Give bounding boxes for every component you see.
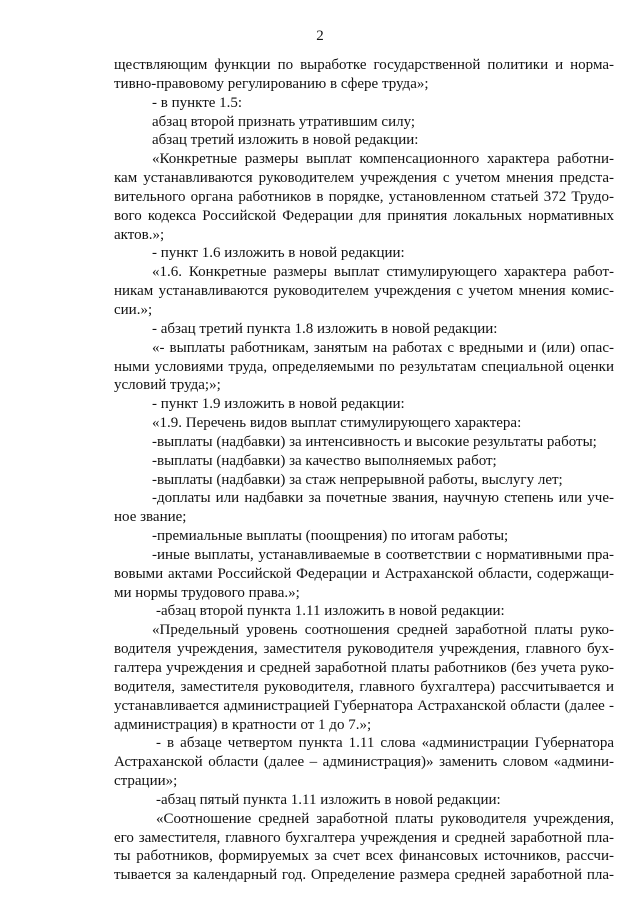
text-line: ществляющим функции по выработке государственной политики и норма- (114, 57, 614, 73)
text-line: никам устанавливаются руководителем учреждения с учетом мнения комис- (114, 283, 614, 300)
text-line: страции»; (114, 773, 178, 790)
text-line: вого кодекса Российской Федерации для принятия локальных нормативных (114, 207, 614, 224)
text-line: «Предельный уровень соотношения средней заработной платы руко- (152, 622, 614, 639)
text-line: устанавливается администрацией Губернатора Астраханской области (далее - (114, 697, 614, 714)
document-body (114, 56, 614, 885)
text-line: -выплаты (надбавки) за интенсивность и высокие результаты работы; (152, 433, 597, 450)
page-number: 2 (316, 28, 324, 44)
text-line: «Соотношение средней заработной платы руководителя учреждения, (156, 810, 614, 827)
text-line: -доплаты или надбавки за почетные звания, научную степень или уче- (152, 490, 614, 507)
text-line: «- выплаты работникам, занятым на работах с вредными и (или) опас- (152, 339, 614, 356)
text-line: актов.»; (114, 226, 165, 243)
text-line: - в пункте 1.5: (152, 94, 243, 111)
text-line: -выплаты (надбавки) за качество выполняемых работ; (152, 452, 497, 469)
text-line: вительного органа работников в порядке, установленном статьей 372 Трудо- (114, 188, 614, 205)
text-line: ты работников, формируемых за счет всех финансовых источников, рассчи- (114, 848, 614, 865)
text-line: «1.9. Перечень видов выплат стимулирующего характера: (152, 415, 522, 432)
text-line: -абзац пятый пункта 1.11 изложить в новой редакции: (156, 791, 501, 808)
text-line: Астраханской области (далее – администрация)» заменить словом «админи- (114, 754, 614, 771)
text-line: кам устанавливаются руководителем учреждения с учетом мнения предста- (114, 170, 614, 187)
text-line: -премиальные выплаты (поощрения) по итогам работы; (152, 528, 509, 545)
text-line: ными условиями труда, определяемыми по результатам специальной оценки (114, 358, 614, 375)
text-line: его заместителя, главного бухгалтера учреждения и средней заработной пла- (114, 829, 614, 846)
text-line: условий труда;»; (114, 377, 221, 394)
text-line: «Конкретные размеры выплат компенсационного характера работни- (152, 151, 614, 168)
text-line: водителя учреждения, заместителя руководителя учреждения, главного бух- (114, 641, 614, 658)
text-line: ми нормы трудового права.»; (114, 584, 300, 601)
text-line: - пункт 1.6 изложить в новой редакции: (152, 245, 405, 262)
text-line: галтера учреждения и средней заработной платы работников (без учета руко- (114, 660, 614, 676)
text-line: -абзац второй пункта 1.11 изложить в новой редакции: (156, 603, 505, 620)
text-line: абзац третий изложить в новой редакции: (152, 132, 419, 149)
text-line: водителя, заместителя руководителя, главного бухгалтера) рассчитывается и (114, 678, 614, 695)
text-line: -иные выплаты, устанавливаемые в соответствии с нормативными пра- (152, 546, 614, 563)
text-line: администрация) в кратности от 1 до 7.»; (114, 716, 372, 733)
text-line: - в абзаце четвертом пункта 1.11 слова «администрации Губернатора (156, 735, 614, 752)
text-line: вовыми актами Российской Федерации и Астраханской области, содержащи- (114, 565, 614, 582)
text-line: -выплаты (надбавки) за стаж непрерывной работы, выслугу лет; (152, 471, 563, 488)
text-line: - абзац третий пункта 1.8 изложить в новой редакции: (152, 320, 498, 337)
text-line: ное звание; (114, 509, 187, 526)
text-line: «1.6. Конкретные размеры выплат стимулирующего характера работ- (152, 264, 614, 281)
text-line: сии.»; (114, 301, 153, 318)
text-line: тывается за календарный год. Определение размера средней заработной пла- (114, 867, 614, 884)
text-line: - пункт 1.9 изложить в новой редакции: (152, 396, 405, 413)
text-line: тивно-правовому регулированию в сфере труда»; (114, 75, 429, 92)
text-line: абзац второй признать утратившим силу; (152, 113, 416, 130)
